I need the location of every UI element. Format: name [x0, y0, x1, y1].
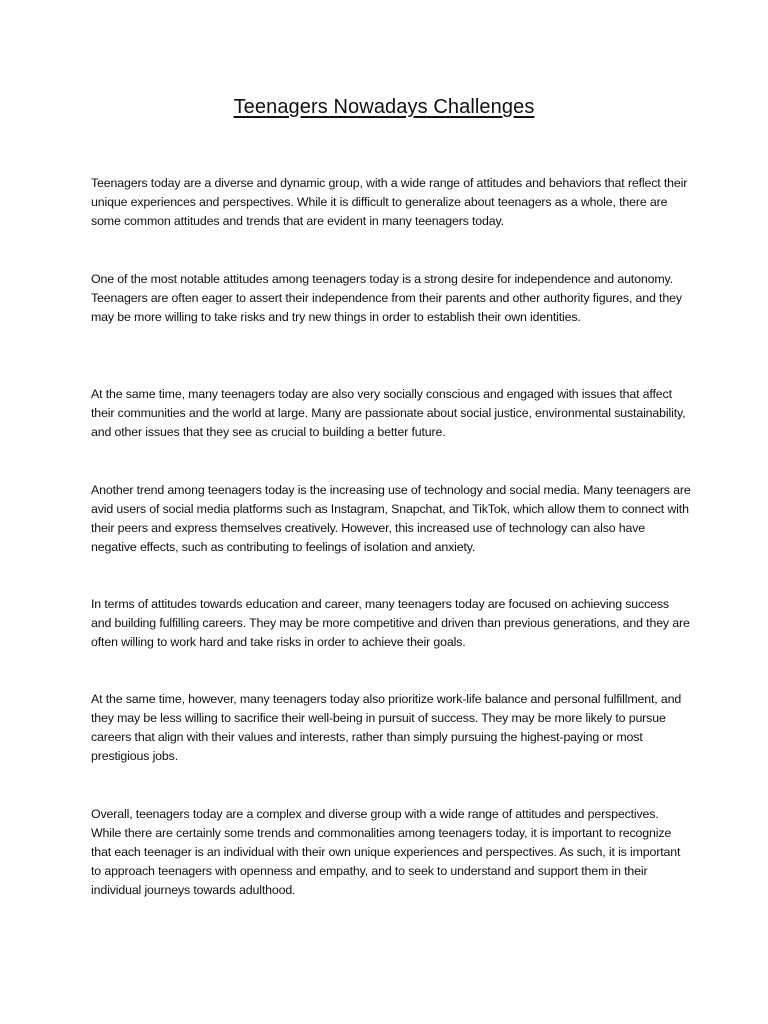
paragraph-work-life-balance: At the same time, however, many teenagers today also prioritize work-life balance and personal fulfillment, and they may be less willing to sacrifice their well-being in pursuit of success. They may be more likely to pursue careers that align with their values and interests, rather than simply pursuing the highest-paying or most prestigious jobs.: [91, 692, 682, 763]
paragraph-education-career: In terms of attitudes towards education and career, many teenagers today are focused on achieving success and building fulfilling careers. They may be more competitive and driven than previous generations, and they are often willing to work hard and take risks in order to achieve their goals.: [91, 597, 690, 649]
paragraph-technology: Another trend among teenagers today is the increasing use of technology and social media. Many teenagers are avid users of social media platforms such as Instagram, Snapchat, and TikTok, which allow them to connect with their peers and express themselves creatively. However, this increased use of technology can also have negative effects, such as contributing to feelings of isolation and anxiety.: [91, 483, 691, 554]
paragraph-conclusion: Overall, teenagers today are a complex and diverse group with a wide range of attitudes and perspectives. While there are certainly some trends and commonalities among teenagers today, it is important to recognize that each teenager is an individual with their own unique experiences and perspectives. As such, it is important to approach teenagers with openness and empathy, and to seek to understand and support them in their individual journeys towards adulthood.: [91, 807, 681, 897]
paragraph-independence: One of the most notable attitudes among teenagers today is a strong desire for independence and autonomy. Teenagers are often eager to assert their independence from their parents and other authority figures, and they may be more willing to take risks and try new things in order to establish their own identities.: [91, 272, 682, 324]
paragraph-social-consciousness: At the same time, many teenagers today are also very socially conscious and engaged with issues that affect their communities and the world at large. Many are passionate about social justice, environmental sustainability, and other issues that they see as crucial to building a better future.: [91, 387, 686, 439]
paragraph-intro: Teenagers today are a diverse and dynamic group, with a wide range of attitudes and behaviors that reflect their unique experiences and perspectives. While it is difficult to generalize about teenagers as a whole, there are some common attitudes and trends that are evident in many teenagers today.: [91, 176, 688, 228]
document-title: Teenagers Nowadays Challenges: [233, 96, 535, 118]
